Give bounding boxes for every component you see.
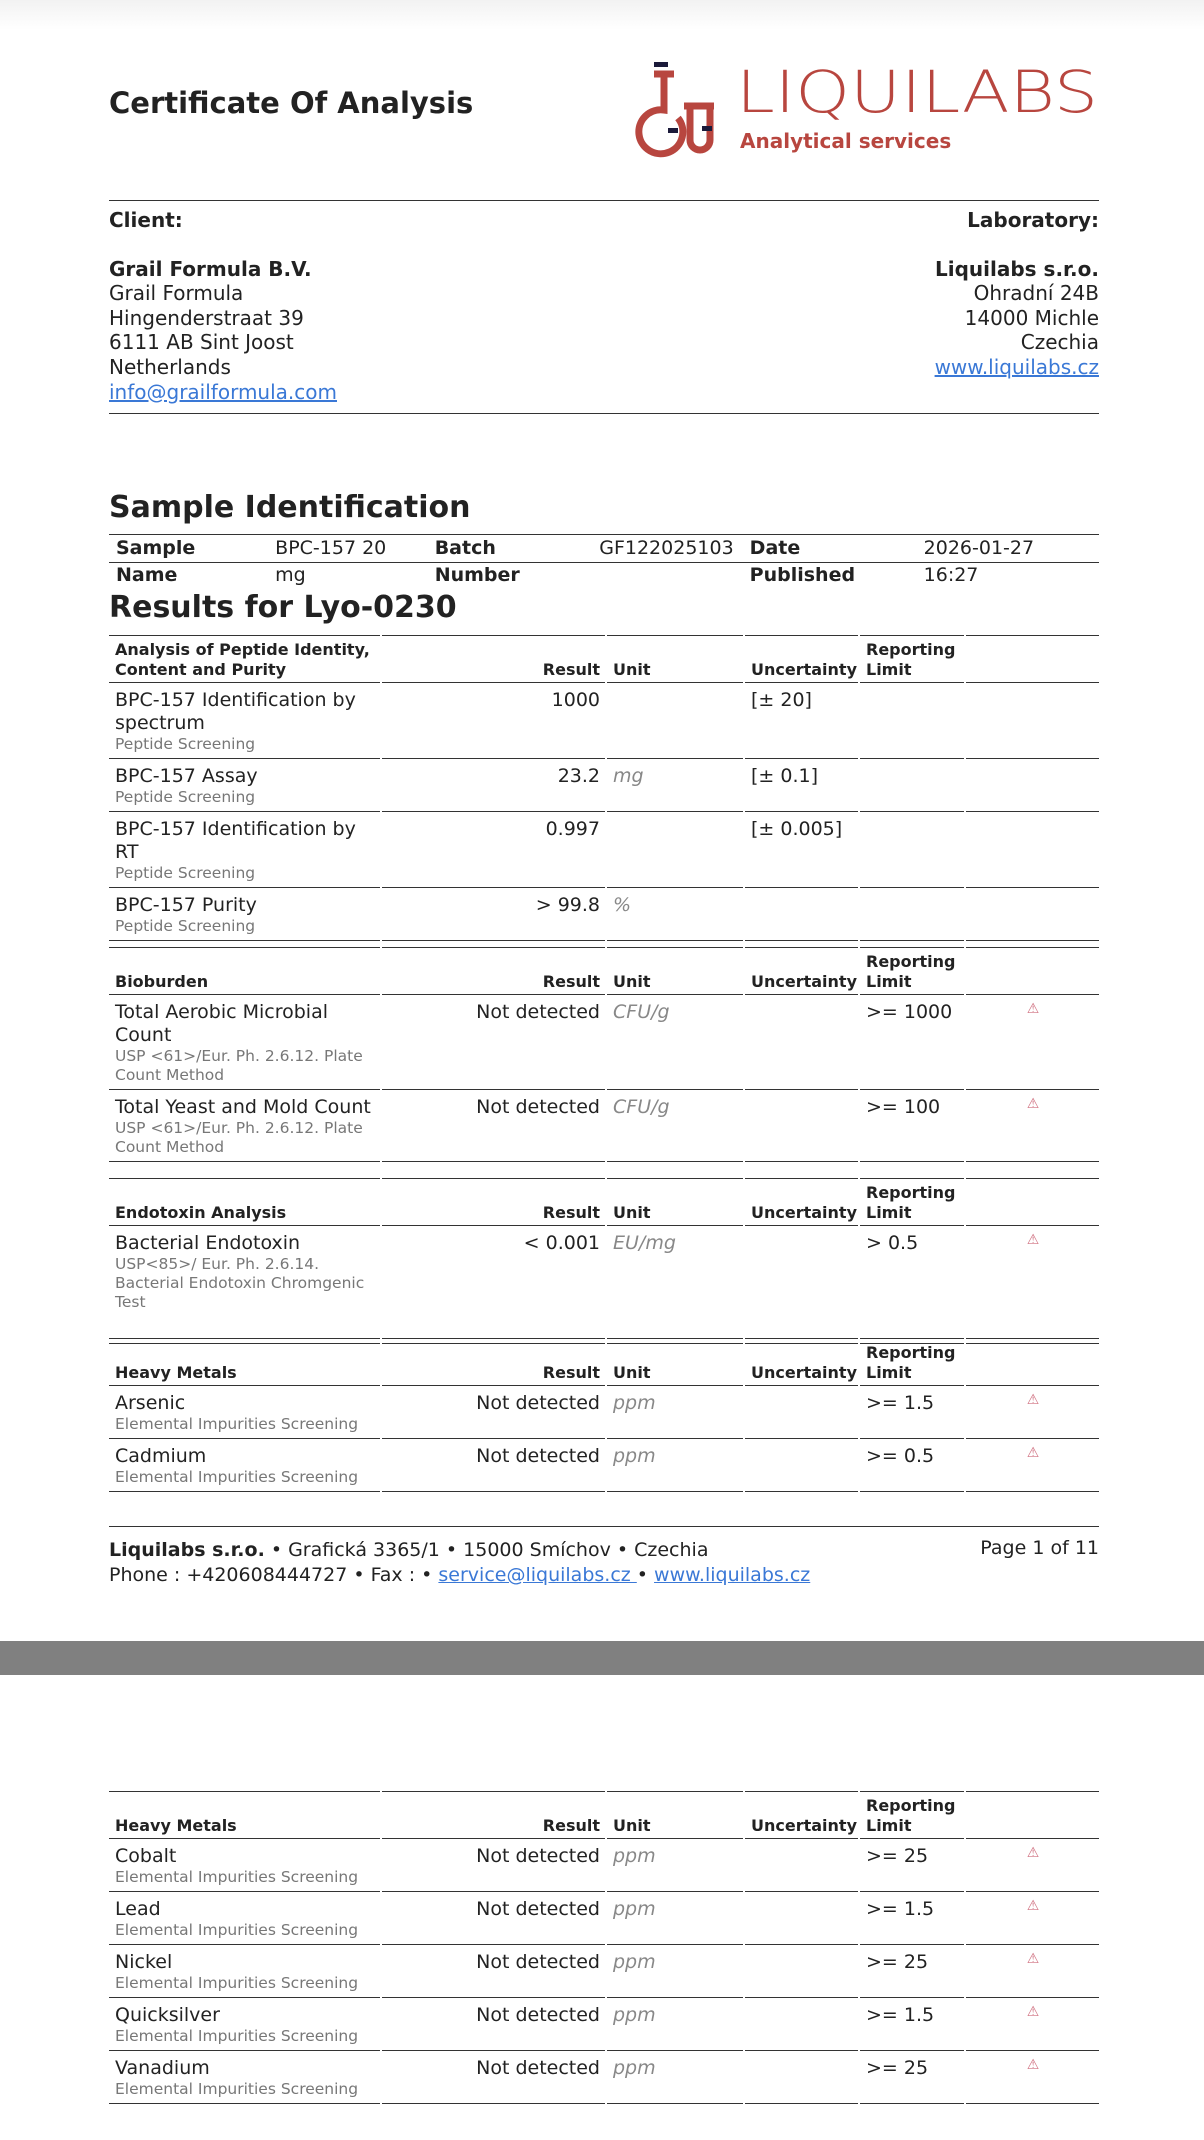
results-table — [107, 947, 1101, 1162]
table-header — [109, 947, 1099, 994]
table-title: Heavy Metals — [109, 1338, 380, 1385]
flag-cell — [966, 994, 1099, 1089]
uncertainty-header: Uncertainty — [745, 1791, 858, 1838]
result-header: Result — [382, 1338, 605, 1385]
flag-header — [966, 1178, 1099, 1225]
table-title: Endotoxin Analysis — [109, 1178, 380, 1225]
unit-header: Unit — [607, 1338, 743, 1385]
sample-name-value: BPC-157 20 mg — [275, 537, 387, 586]
footer-website-link[interactable]: www.liquilabs.cz — [654, 1564, 811, 1586]
analyte-name: Nickel — [115, 1951, 173, 1973]
document-title: Certificate Of Analysis — [109, 86, 474, 120]
analyte-cell — [109, 1089, 380, 1162]
uncertainty-header: Uncertainty — [745, 635, 858, 682]
page-break — [0, 1641, 1204, 1675]
result-header: Result — [382, 1791, 605, 1838]
flag-header — [966, 635, 1099, 682]
unit-header: Unit — [607, 947, 743, 994]
client-name: Grail Formula B.V. — [109, 256, 312, 281]
analyte-name: Lead — [115, 1898, 161, 1920]
unit-value: EU/mg — [607, 1225, 743, 1344]
reporting-limit-value: >= 1.5 — [860, 1997, 964, 2050]
uncertainty-value — [745, 1891, 858, 1944]
result-value: < 0.001 — [382, 1225, 605, 1344]
sample-identification-row — [109, 534, 1099, 586]
footer-email-link[interactable]: service@liquilabs.cz — [438, 1564, 637, 1586]
flag-cell — [966, 811, 1099, 887]
table-row — [109, 682, 1099, 758]
results-table — [107, 1178, 1101, 1344]
analyte-name: Total Yeast and Mold Count — [115, 1096, 371, 1118]
analyte-method: Peptide Screening — [115, 917, 256, 935]
unit-value: mg — [607, 758, 743, 811]
reporting-limit-header: Reporting Limit — [860, 1178, 964, 1225]
uncertainty-value: [± 20] — [745, 682, 858, 758]
flag-cell — [966, 1997, 1099, 2050]
unit-value: ppm — [607, 1438, 743, 1492]
warning-triangle-icon: ⚠ — [1026, 1898, 1040, 1914]
flag-cell — [966, 758, 1099, 811]
analyte-cell — [109, 811, 380, 887]
warning-triangle-icon: ⚠ — [1026, 1232, 1040, 1248]
table-row — [109, 887, 1099, 941]
laboratory-line: 14000 Michle — [964, 305, 1099, 330]
unit-value: ppm — [607, 1944, 743, 1997]
reporting-limit-value — [860, 811, 964, 887]
date-published-value: 2026-01-27 16:27 — [923, 537, 1035, 586]
uncertainty-value — [745, 1438, 858, 1492]
client-label: Client: — [109, 208, 183, 232]
warning-triangle-icon: ⚠ — [1026, 1951, 1040, 1967]
results-table — [107, 1338, 1101, 1492]
table-title: Analysis of Peptide Identity, Content and Purity — [109, 635, 380, 682]
analyte-method: USP <61>/Eur. Ph. 2.6.12. Plate Count Method — [115, 1119, 363, 1156]
footer-divider — [109, 1526, 1099, 1527]
uncertainty-value: [± 0.1] — [745, 758, 858, 811]
uncertainty-value — [745, 1838, 858, 1891]
table-header — [109, 1338, 1099, 1385]
footer-phone: Phone : +420608444727 • Fax : • — [109, 1564, 439, 1586]
footer-address: • Grafická 3365/1 • 15000 Smíchov • Czechia — [264, 1539, 709, 1561]
analyte-method: Elemental Impurities Screening — [115, 1468, 359, 1486]
uncertainty-value — [745, 1089, 858, 1162]
result-value: Not detected — [382, 1089, 605, 1162]
table-header — [109, 1178, 1099, 1225]
unit-value: ppm — [607, 1997, 743, 2050]
reporting-limit-value: >= 1.5 — [860, 1891, 964, 1944]
analyte-name: Arsenic — [115, 1392, 186, 1414]
analyte-cell — [109, 758, 380, 811]
uncertainty-value — [745, 1385, 858, 1438]
page-top-shade — [0, 0, 1204, 30]
unit-header: Unit — [607, 1178, 743, 1225]
analyte-name: Cadmium — [115, 1445, 207, 1467]
flag-header — [966, 1338, 1099, 1385]
analyte-cell — [109, 887, 380, 941]
unit-value: ppm — [607, 1838, 743, 1891]
result-header: Result — [382, 1178, 605, 1225]
uncertainty-value — [745, 2050, 858, 2104]
analyte-name: Cobalt — [115, 1845, 177, 1867]
unit-value — [607, 682, 743, 758]
reporting-limit-header: Reporting Limit — [860, 635, 964, 682]
table-row — [109, 1891, 1099, 1944]
table-row — [109, 1838, 1099, 1891]
analyte-name: Quicksilver — [115, 2004, 220, 2026]
batch-number-label: Batch Number — [434, 537, 520, 586]
table-row — [109, 1997, 1099, 2050]
result-header: Result — [382, 635, 605, 682]
analyte-name: BPC-157 Identification by spectrum — [115, 689, 356, 734]
table-row — [109, 1385, 1099, 1438]
analyte-cell — [109, 1225, 380, 1344]
analyte-method: Peptide Screening — [115, 788, 256, 806]
analyte-cell — [109, 1838, 380, 1891]
reporting-limit-value: > 0.5 — [860, 1225, 964, 1344]
reporting-limit-value: >= 25 — [860, 1838, 964, 1891]
client-line: 6111 AB Sint Joost — [109, 330, 294, 355]
reporting-limit-header: Reporting Limit — [860, 1791, 964, 1838]
client-line: Grail Formula — [109, 281, 244, 306]
table-row — [109, 1089, 1099, 1162]
warning-triangle-icon: ⚠ — [1026, 1096, 1040, 1112]
analyte-name: Vanadium — [115, 2057, 210, 2079]
flag-header — [966, 1791, 1099, 1838]
date-published-label: Date Published — [749, 537, 856, 586]
unit-value: ppm — [607, 2050, 743, 2104]
table-row — [109, 2050, 1099, 2104]
result-value: 0.997 — [382, 811, 605, 887]
batch-number-value: GF122025103 — [599, 537, 734, 559]
logo-brand: LIQUILABS — [736, 58, 1098, 126]
result-value: Not detected — [382, 2050, 605, 2104]
table-header — [109, 1791, 1099, 1838]
uncertainty-value — [745, 887, 858, 941]
result-value: > 99.8 — [382, 887, 605, 941]
logo-tagline: Analytical services — [740, 129, 952, 153]
result-header: Result — [382, 947, 605, 994]
flag-cell — [966, 1438, 1099, 1492]
analyte-method: Elemental Impurities Screening — [115, 1921, 359, 1939]
analyte-cell — [109, 994, 380, 1089]
flag-header — [966, 947, 1099, 994]
table-row — [109, 811, 1099, 887]
sample-identification-heading: Sample Identification — [109, 490, 471, 525]
flag-cell — [966, 1838, 1099, 1891]
results-table — [107, 635, 1101, 941]
result-value: Not detected — [382, 1838, 605, 1891]
reporting-limit-value: >= 100 — [860, 1089, 964, 1162]
warning-triangle-icon: ⚠ — [1026, 1845, 1040, 1861]
divider — [109, 413, 1099, 414]
unit-value: % — [607, 887, 743, 941]
liquilabs-logo — [632, 58, 1102, 158]
unit-value: ppm — [607, 1385, 743, 1438]
analyte-method: Elemental Impurities Screening — [115, 1868, 359, 1886]
analyte-cell — [109, 1438, 380, 1492]
analyte-cell — [109, 1997, 380, 2050]
results-table — [107, 1791, 1101, 2104]
warning-triangle-icon: ⚠ — [1026, 1445, 1040, 1461]
analyte-method: USP<85>/ Eur. Ph. 2.6.14. Bacterial Endotoxin Chromgenic Test — [115, 1255, 365, 1311]
reporting-limit-value: >= 25 — [860, 2050, 964, 2104]
table-row — [109, 1944, 1099, 1997]
analyte-method: Peptide Screening — [115, 735, 256, 753]
uncertainty-header: Uncertainty — [745, 947, 858, 994]
analyte-method: Elemental Impurities Screening — [115, 2080, 359, 2098]
table-row — [109, 758, 1099, 811]
flag-cell — [966, 1944, 1099, 1997]
result-value: Not detected — [382, 1385, 605, 1438]
flag-cell — [966, 1891, 1099, 1944]
unit-value: CFU/g — [607, 1089, 743, 1162]
result-value: Not detected — [382, 1997, 605, 2050]
table-row — [109, 1225, 1099, 1344]
sample-name-label: Sample Name — [116, 537, 196, 586]
uncertainty-value: [± 0.005] — [745, 811, 858, 887]
uncertainty-value — [745, 994, 858, 1089]
analyte-method: Elemental Impurities Screening — [115, 2027, 359, 2045]
reporting-limit-value — [860, 758, 964, 811]
unit-value: ppm — [607, 1891, 743, 1944]
client-line: Hingenderstraat 39 — [109, 305, 304, 330]
analyte-cell — [109, 682, 380, 758]
laboratory-label: Laboratory: — [967, 208, 1099, 232]
results-heading: Results for Lyo-0230 — [109, 590, 457, 625]
flag-cell — [966, 887, 1099, 941]
analyte-name: Total Aerobic Microbial Count — [115, 1001, 329, 1046]
unit-value — [607, 811, 743, 887]
laboratory-line: Czechia — [1020, 330, 1099, 355]
warning-triangle-icon: ⚠ — [1026, 2004, 1040, 2020]
footer-company: Liquilabs s.r.o. — [109, 1539, 265, 1561]
table-row — [109, 994, 1099, 1089]
uncertainty-header: Uncertainty — [745, 1338, 858, 1385]
table-title: Heavy Metals — [109, 1791, 380, 1838]
analyte-cell — [109, 2050, 380, 2104]
uncertainty-header: Uncertainty — [745, 1178, 858, 1225]
flag-cell — [966, 2050, 1099, 2104]
warning-triangle-icon: ⚠ — [1026, 2057, 1040, 2073]
result-value: Not detected — [382, 1438, 605, 1492]
laboratory-block — [935, 208, 1099, 380]
analyte-name: BPC-157 Identification by RT — [115, 818, 356, 863]
analyte-cell — [109, 1891, 380, 1944]
uncertainty-value — [745, 1944, 858, 1997]
client-block — [109, 208, 337, 404]
analyte-name: BPC-157 Assay — [115, 765, 258, 787]
analyte-name: BPC-157 Purity — [115, 894, 257, 916]
table-row — [109, 1438, 1099, 1492]
unit-header: Unit — [607, 635, 743, 682]
analyte-method: Elemental Impurities Screening — [115, 1415, 359, 1433]
analyte-method: Elemental Impurities Screening — [115, 1974, 359, 1992]
result-value: Not detected — [382, 1944, 605, 1997]
warning-triangle-icon: ⚠ — [1026, 1001, 1040, 1017]
reporting-limit-header: Reporting Limit — [860, 947, 964, 994]
reporting-limit-value: >= 1000 — [860, 994, 964, 1089]
client-line: Netherlands — [109, 354, 231, 379]
uncertainty-value — [745, 1225, 858, 1344]
flag-cell — [966, 682, 1099, 758]
analyte-method: Peptide Screening — [115, 864, 256, 882]
page-number: Page 1 of 11 — [980, 1537, 1099, 1559]
unit-value: CFU/g — [607, 994, 743, 1089]
laboratory-line: Ohradní 24B — [973, 281, 1099, 306]
analyte-name: Bacterial Endotoxin — [115, 1232, 301, 1254]
laboratory-name: Liquilabs s.r.o. — [935, 256, 1099, 281]
warning-triangle-icon: ⚠ — [1026, 1392, 1040, 1408]
uncertainty-value — [745, 1997, 858, 2050]
reporting-limit-value — [860, 682, 964, 758]
reporting-limit-header: Reporting Limit — [860, 1338, 964, 1385]
reporting-limit-value: >= 1.5 — [860, 1385, 964, 1438]
reporting-limit-value — [860, 887, 964, 941]
result-value: 23.2 — [382, 758, 605, 811]
unit-header: Unit — [607, 1791, 743, 1838]
flag-cell — [966, 1385, 1099, 1438]
result-value: Not detected — [382, 1891, 605, 1944]
analyte-cell — [109, 1385, 380, 1438]
reporting-limit-value: >= 25 — [860, 1944, 964, 1997]
result-value: 1000 — [382, 682, 605, 758]
client-email-link[interactable]: info@grailformula.com — [109, 379, 337, 404]
footer — [109, 1538, 810, 1588]
analyte-cell — [109, 1944, 380, 1997]
reporting-limit-value: >= 0.5 — [860, 1438, 964, 1492]
footer-separator: • — [636, 1564, 655, 1586]
table-title: Bioburden — [109, 947, 380, 994]
flag-cell — [966, 1089, 1099, 1162]
analyte-method: USP <61>/Eur. Ph. 2.6.12. Plate Count Method — [115, 1047, 363, 1084]
divider — [109, 200, 1099, 201]
result-value: Not detected — [382, 994, 605, 1089]
table-header — [109, 635, 1099, 682]
flag-cell — [966, 1225, 1099, 1344]
laboratory-website-link[interactable]: www.liquilabs.cz — [934, 354, 1099, 379]
